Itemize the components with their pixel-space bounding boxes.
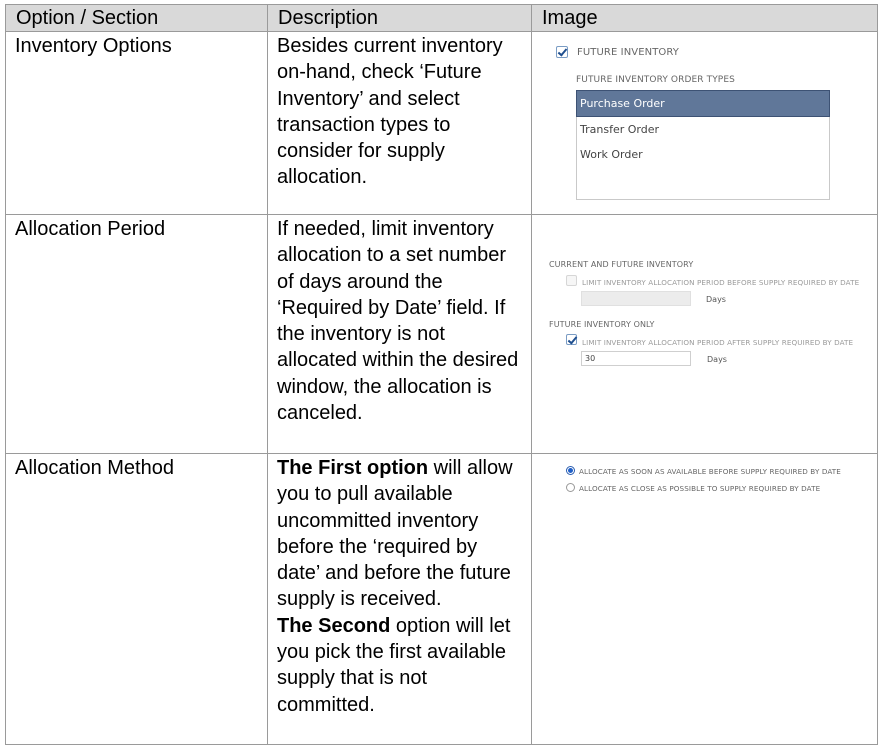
current-and-future-label: CURRENT AND FUTURE INVENTORY: [549, 260, 694, 269]
future-inventory-checkbox[interactable]: [556, 46, 568, 58]
allocate-asap-radio[interactable]: [566, 466, 575, 475]
option-cell: [6, 454, 268, 745]
after-days-input[interactable]: 30: [581, 351, 691, 366]
option-description: Besides current inventory on-hand, check ‘Future Inventory’ and select transaction types to consider for supply allocation.: [277, 35, 503, 189]
second-option-text: option will let you pick the first available supply that is not committed.: [277, 614, 511, 716]
option-cell: [6, 215, 268, 454]
image-cell: [532, 215, 878, 454]
limit-before-label: LIMIT INVENTORY ALLOCATION PERIOD BEFORE SUPPLY REQUIRED BY DATE: [582, 278, 860, 287]
list-item-work-order[interactable]: Work Order: [580, 148, 643, 161]
header-description-text: Description: [278, 7, 379, 29]
before-days-input[interactable]: [581, 291, 691, 306]
allocate-close-label: ALLOCATE AS CLOSE AS POSSIBLE TO SUPPLY REQUIRED BY DATE: [579, 484, 821, 493]
description-cell: [268, 454, 532, 745]
order-types-listbox[interactable]: [576, 90, 830, 200]
first-option-text: will allow you to pull available uncommitted inventory before the ‘required by date’ and before the future supply is received.: [277, 457, 513, 611]
option-cell: [6, 32, 268, 215]
header-description: [268, 5, 532, 32]
option-name: Allocation Method: [15, 457, 174, 479]
allocation-method-image: [532, 454, 877, 744]
allocate-asap-label: ALLOCATE AS SOON AS AVAILABLE BEFORE SUPPLY REQUIRED BY DATE: [579, 467, 841, 476]
list-item-purchase-order[interactable]: Purchase Order: [576, 90, 830, 117]
inventory-options-image: [532, 32, 877, 214]
after-days-unit: Days: [707, 355, 727, 364]
image-cell: [532, 454, 878, 745]
option-name: Inventory Options: [15, 35, 172, 57]
header-row: [6, 5, 878, 32]
table-row: [6, 32, 878, 215]
table-row: [6, 215, 878, 454]
header-image: [532, 5, 878, 32]
limit-before-checkbox[interactable]: [566, 275, 577, 286]
options-table: [5, 4, 878, 745]
future-only-label: FUTURE INVENTORY ONLY: [549, 320, 655, 329]
description-cell: [268, 215, 532, 454]
option-description: [268, 454, 531, 718]
first-option-bold: The First option: [277, 457, 429, 479]
description-cell: [268, 32, 532, 215]
limit-after-label: LIMIT INVENTORY ALLOCATION PERIOD AFTER SUPPLY REQUIRED BY DATE: [582, 338, 854, 347]
header-image-text: Image: [542, 7, 598, 29]
second-option-bold: The Second: [277, 614, 391, 637]
allocation-period-image: [532, 215, 877, 453]
order-types-label: FUTURE INVENTORY ORDER TYPES: [576, 75, 735, 85]
limit-after-checkbox[interactable]: [566, 334, 577, 345]
option-description: If needed, limit inventory allocation to a set number of days around the ‘Required by Date’ field. If the inventory is not allocated within the desired window, the allocation is canceled.: [277, 218, 519, 425]
header-option-section: [6, 5, 268, 32]
image-cell: [532, 32, 878, 215]
future-inventory-label: FUTURE INVENTORY: [577, 47, 680, 58]
header-option-section-text: Option / Section: [16, 7, 159, 29]
list-item-transfer-order[interactable]: Transfer Order: [580, 123, 659, 136]
allocate-close-radio[interactable]: [566, 483, 575, 492]
option-name: Allocation Period: [15, 218, 166, 240]
table-row: [6, 454, 878, 745]
before-days-unit: Days: [706, 295, 726, 304]
